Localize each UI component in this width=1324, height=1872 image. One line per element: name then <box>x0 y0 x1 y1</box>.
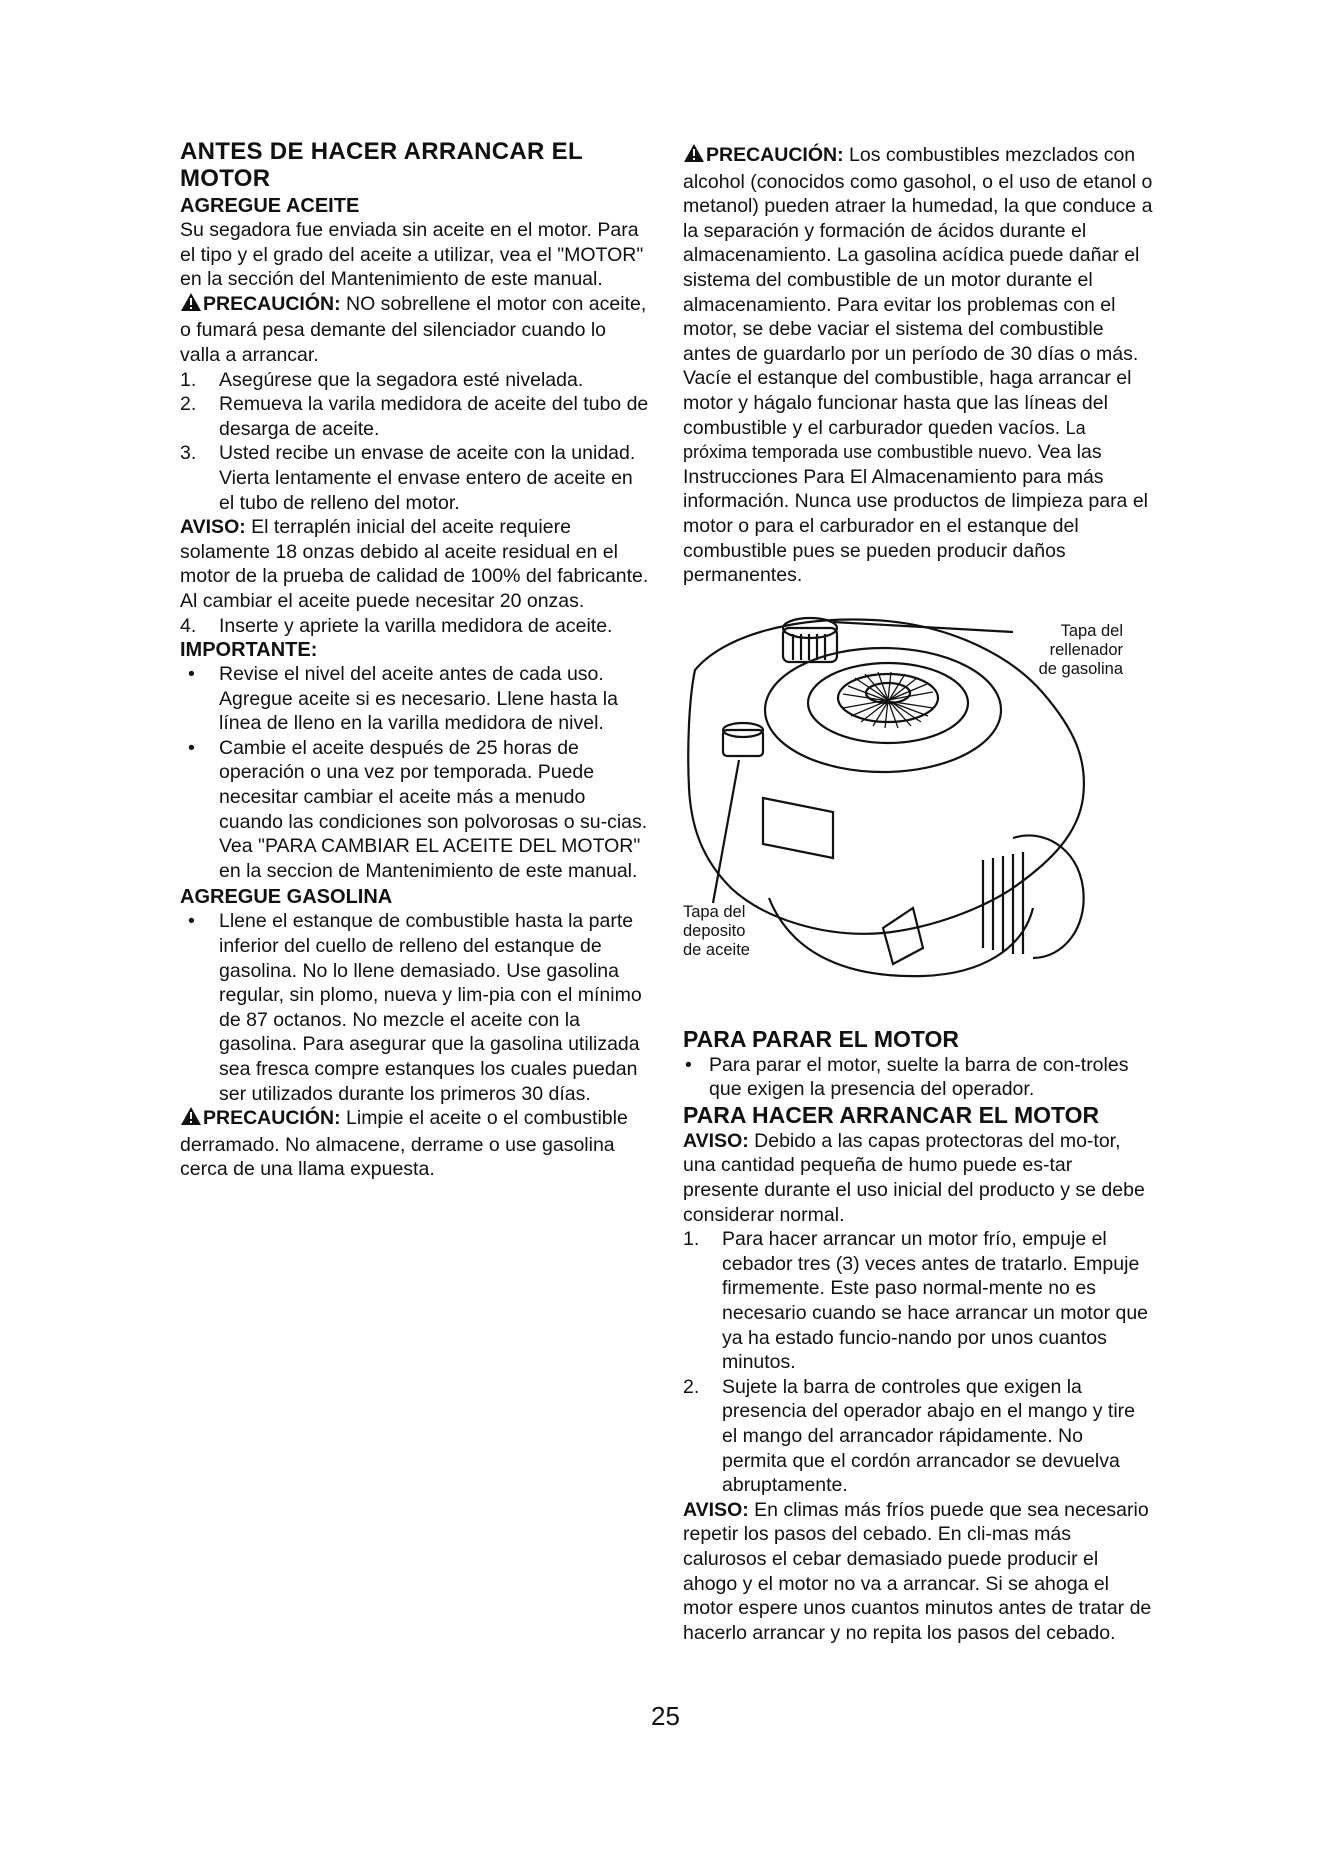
list-item: • Revise el nivel del aceite antes de cada uso. Agregue aceite si es necesario. Llene hasta la línea de lleno en la varilla medidora de nivel. <box>188 663 618 735</box>
notice-text: El terraplén inicial del aceite requiere solamente 18 onzas debido al aceite residual en el motor de la prueba de calidad de 100% del fabricante. Al cambiar el aceite puede necesitar 20 onzas. <box>180 516 649 612</box>
notice-priming <box>683 1498 1153 1646</box>
bullet: • <box>188 736 195 759</box>
bullet: • <box>188 910 195 933</box>
left-column <box>180 138 650 1182</box>
right-column <box>683 143 1153 1645</box>
notice-oil-fill <box>180 515 650 613</box>
start-steps-list <box>683 1227 1153 1498</box>
callout-fuel-cap: Tapa del rellenador de gasolina <box>1038 621 1123 678</box>
bullet: • <box>188 663 195 686</box>
notice-label: AVISO: <box>180 516 246 539</box>
warning-triangle-icon <box>683 143 705 170</box>
caution-spill <box>180 1106 650 1182</box>
heading-stop-engine: PARA PARAR EL MOTOR <box>683 1025 960 1052</box>
list-item: 4. Inserte y apriete la varilla medidora de aceite. <box>180 614 613 637</box>
caution-label: PRECAUCIÓN: <box>203 1107 341 1130</box>
notice-label: AVISO: <box>683 1498 749 1521</box>
caution-next-season: La próxima temporada use combustible nuevo. <box>683 417 1086 463</box>
heading-start-engine: PARA HACER ARRANCAR EL MOTOR <box>683 1101 1100 1128</box>
heading-important: IMPORTANTE: <box>180 639 318 662</box>
oil-steps-list <box>180 368 650 516</box>
heading-add-oil: AGREGUE ACEITE <box>180 195 360 217</box>
caution-text: Limpie el aceite o el combustible derramado. No almacene, derrame o use gasolina cerca de una llama expuesta. <box>180 1107 628 1181</box>
notice-label: AVISO: <box>683 1129 749 1152</box>
caution-alcohol-fuels <box>683 143 1153 588</box>
caution-text: NO sobrellene el motor con aceite, o fumará pesa demante del silenciador cuando lo valla a arrancar. <box>180 292 647 366</box>
list-item: 3. Usted recibe un envase de aceite con la unidad. Vierta lentamente el envase entero de aceite en el tubo de relleno del motor. <box>180 442 636 514</box>
list-item: 2. Remueva la varila medidora de aceite del tubo de desarga de aceite. <box>180 393 649 440</box>
list-item: • Llene el estanque de combustible hasta la parte inferior del cuello de relleno del estanque de gasolina. No lo llene demasiado. Use gasolina regular, sin plomo, nueva y lim-pia con el mínimo de 87 octanos. No mezcle el aceite con la gasolina. Para asegurar que la gasolina utilizada sea fresca compre estanques los cuales puedan ser utilizados durante los primeros 30 días. <box>188 910 642 1105</box>
list-item: • Cambie el aceite después de 25 horas de operación o una vez por temporada. Puede necesitar cambiar el aceite más a menudo cuando las condiciones son polvorosas o su-cias. Vea "PARA CAMBIAR EL ACEITE DEL MOTOR" en la seccion de Mantenimiento de este manual. <box>188 736 648 882</box>
warning-triangle-icon <box>180 292 202 319</box>
warning-triangle-icon <box>180 1106 202 1133</box>
caution-tail: Vea las Instrucciones Para El Almacenamiento para más información. Nunca use productos de limpieza para el motor o para el carburador en el estanque del combustible pues se pueden producir daños permanentes. <box>683 441 1149 587</box>
callout-oil-cap: Tapa del deposito de aceite <box>683 902 750 959</box>
important-list <box>180 662 650 883</box>
list-item: 2. Sujete la barra de controles que exigen la presencia del operador abajo en el mango y tire el mango del arrancador rápidamente. No permita que el cordón arrancador se devuelva abruptamente. <box>683 1375 1136 1497</box>
oil-steps-list-continued <box>180 614 650 639</box>
gasoline-list <box>180 909 650 1106</box>
caution-overfill <box>180 292 650 368</box>
bullet: • <box>685 1053 692 1076</box>
caution-text: Los combustibles mezclados con alcohol (conocidos como gasohol, o el uso de etanol o metanol) pueden atraer la humedad, la que conduce a la separación y formación de ácidos durante el almacenamiento. La gasolina acídica puede dañar el sistema del combustible de un motor durante el almacenamiento. Para evitar los problemas con el motor, se debe vaciar el sistema del combustible antes de guardarlo por un período de 30 días o más. Vacíe el estanque del combustible, haga arrancar el motor y hágalo funcionar hasta que las líneas del combustible y el carburador queden vacíos. <box>683 144 1153 439</box>
list-item: 1. Asegúrese que la segadora esté nivelada. <box>180 368 584 391</box>
caution-label: PRECAUCIÓN: <box>203 292 341 315</box>
caution-label: PRECAUCIÓN: <box>706 144 844 166</box>
page-number: 25 <box>651 1701 680 1731</box>
section-title-before-start: ANTES DE HACER ARRANCAR EL MOTOR <box>180 138 583 192</box>
heading-add-gasoline: AGREGUE GASOLINA <box>180 886 393 909</box>
stop-list <box>683 1053 1153 1102</box>
list-item: • Para parar el motor, suelte la barra de con-troles que exigen la presencia del operador. <box>685 1053 1129 1101</box>
notice-text: Debido a las capas protectoras del mo-tor, una cantidad pequeña de humo puede es-tar presente durante el uso inicial del producto y se debe considerar normal. <box>683 1129 1145 1226</box>
list-item: 1. Para hacer arrancar un motor frío, empuje el cebador tres (3) veces antes de tratarlo. Empuje firmemente. Este paso normal-mente no es necesario cuando se hace arrancar un motor que ya ha estado funcio-nando por unos cuantos minutos. <box>683 1228 1149 1374</box>
notice-text: En climas más fríos puede que sea necesario repetir los pasos del cebado. En cli-mas más calurosos el cebar demasiado puede producir el ahogo y el motor no va a arrancar. Si se ahoga el motor espere unos cuantos minutos antes de tratar de hacerlo arrancar y no repita los pasos del cebado. <box>683 1498 1152 1644</box>
notice-smoke <box>683 1129 1153 1227</box>
oil-intro-paragraph: Su segadora fue enviada sin aceite en el motor. Para el tipo y el grado del aceite a utilizar, vea el "MOTOR" en la sección del Mantenimiento de este manual. <box>180 219 644 291</box>
engine-illustration <box>683 598 1153 1018</box>
